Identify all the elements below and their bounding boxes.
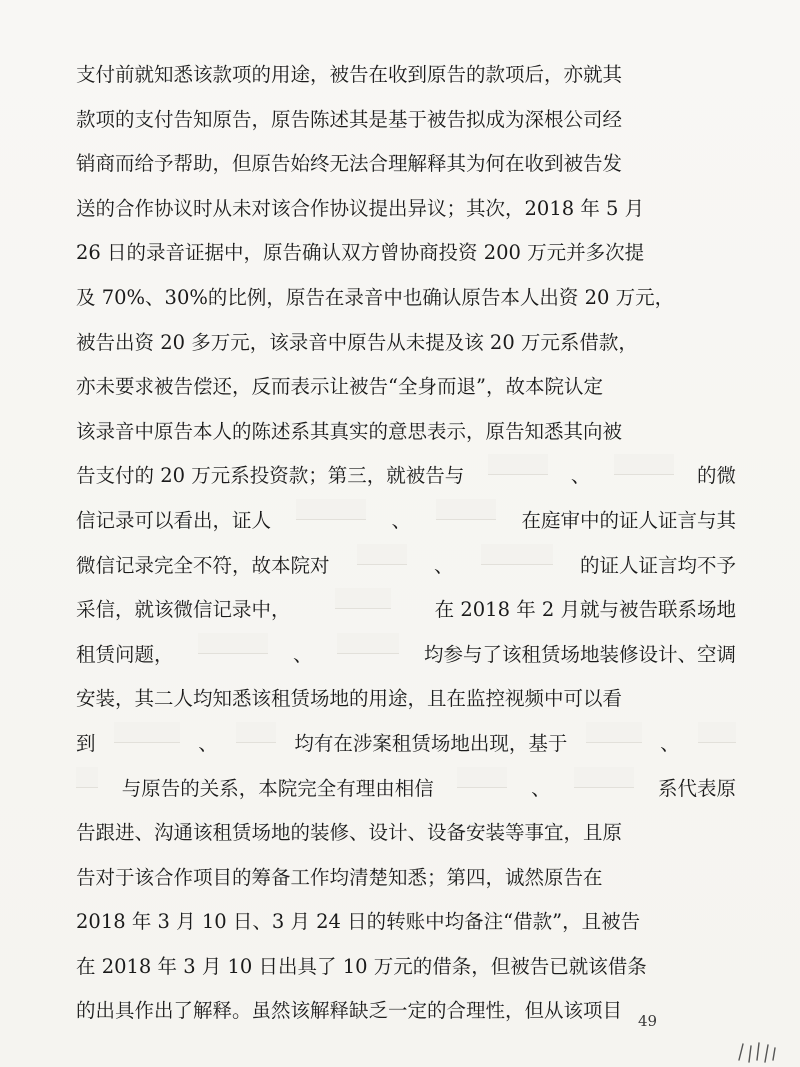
text-line	[76, 900, 736, 945]
redacted-name	[357, 544, 407, 565]
redacted-name	[296, 499, 366, 520]
text-segment: 、	[660, 731, 680, 755]
redacted-name	[614, 454, 674, 475]
text-segment: 、	[198, 731, 218, 755]
text-line	[76, 945, 736, 990]
text-segment: 信记录可以看出，证人	[76, 508, 272, 532]
redacted-name	[76, 767, 98, 788]
redacted-name	[236, 722, 276, 743]
redacted-name	[335, 588, 391, 609]
text-line	[76, 499, 736, 544]
text-line	[76, 767, 736, 812]
text-segment: 在 2018 年 2 月就与被告联系场地	[434, 598, 736, 622]
text-segment: 到	[76, 731, 96, 755]
redacted-name	[574, 767, 634, 788]
text-segment: 的微	[696, 464, 736, 488]
text-segment: 及 70%、30%的比例，原告在录音中也确认原告本人出资 20 万元，	[76, 285, 675, 309]
redacted-name	[337, 633, 399, 654]
redacted-name	[698, 722, 736, 743]
redacted-name	[436, 499, 496, 520]
text-segment: 支付前就知悉该款项的用途，被告在收到原告的款项后，亦就其	[76, 63, 623, 86]
page-number: 49	[638, 1012, 658, 1030]
text-segment: 被告出资 20 多万元，该录音中原告从未提及该 20 万元系借款，	[76, 330, 638, 354]
redacted-name	[488, 454, 548, 475]
text-line	[76, 989, 736, 1034]
text-segment: 租赁问题，	[76, 642, 174, 666]
text-segment: 均参与了该租赁场地装修设计、空调	[423, 642, 736, 666]
text-segment: 26 日的录音证据中，原告确认双方曾协商投资 200 万元并多次提	[76, 241, 645, 265]
text-line	[76, 231, 736, 276]
text-segment: 、	[391, 508, 411, 532]
text-segment: 、	[531, 776, 551, 800]
text-line	[76, 722, 736, 767]
text-segment: 安装，其二人均知悉该租赁场地的用途，且在监控视频中可以看	[76, 687, 623, 711]
text-segment: 的证人证言均不予	[579, 553, 736, 577]
redacted-name	[457, 767, 507, 788]
text-line	[76, 588, 736, 633]
text-segment: 采信，就该微信记录中，	[76, 598, 291, 622]
redacted-name	[114, 722, 180, 743]
text-line	[76, 321, 736, 366]
text-segment: 微信记录完全不符，故本院对	[76, 553, 330, 577]
redacted-name	[198, 633, 268, 654]
text-line	[76, 365, 736, 410]
text-segment: 均有在涉案租赁场地出现，基于	[294, 731, 568, 755]
redacted-name	[586, 722, 642, 743]
text-line	[76, 142, 736, 187]
text-line	[76, 856, 736, 901]
text-segment: 、	[292, 642, 313, 666]
handwritten-mark	[735, 1040, 785, 1064]
text-segment: 、	[570, 464, 591, 488]
text-segment: 该录音中原告本人的陈述系其真实的意思表示，原告知悉其向被	[76, 419, 623, 443]
text-segment: 、	[433, 553, 454, 577]
text-line	[76, 276, 736, 321]
text-line	[76, 53, 736, 98]
text-line	[76, 454, 736, 499]
text-line	[76, 544, 736, 589]
text-line	[76, 410, 736, 455]
text-segment: 送的合作协议时从未对该合作协议提出异议；其次，2018 年 5 月	[76, 196, 645, 220]
text-segment: 系代表原	[657, 776, 736, 800]
text-segment: 告支付的 20 万元系投资款；第三，就被告与	[76, 464, 465, 488]
text-segment: 在庭审中的证人证言与其	[521, 508, 736, 532]
text-segment: 的出具作出了解释。虽然该解释缺乏一定的合理性，但从该项目	[76, 999, 623, 1023]
judgment-body-text	[76, 53, 736, 1034]
text-line	[76, 811, 736, 856]
text-segment: 款项的支付告知原告，原告陈述其是基于被告拟成为深根公司经	[76, 107, 623, 131]
text-segment: 亦未要求被告偿还，反而表示让被告“全身而退”，故本院认定	[76, 375, 603, 399]
text-line	[76, 187, 736, 232]
text-segment: 与原告的关系，本院完全有理由相信	[121, 776, 434, 800]
text-line	[76, 98, 736, 143]
text-segment: 告跟进、沟通该租赁场地的装修、设计、设备安装等事宜，且原	[76, 821, 623, 845]
text-line	[76, 633, 736, 678]
text-segment: 告对于该合作项目的筹备工作均清楚知悉；第四，诚然原告在	[76, 865, 603, 889]
text-segment: 2018 年 3 月 10 日、3 月 24 日的转账中均备注“借款”，且被告	[76, 910, 641, 934]
text-line	[76, 677, 736, 722]
redacted-name	[481, 544, 553, 565]
text-segment: 销商而给予帮助，但原告始终无法合理解释其为何在收到被告发	[76, 152, 623, 176]
text-segment: 在 2018 年 3 月 10 日出具了 10 万元的借条，但被告已就该借条	[76, 954, 647, 978]
